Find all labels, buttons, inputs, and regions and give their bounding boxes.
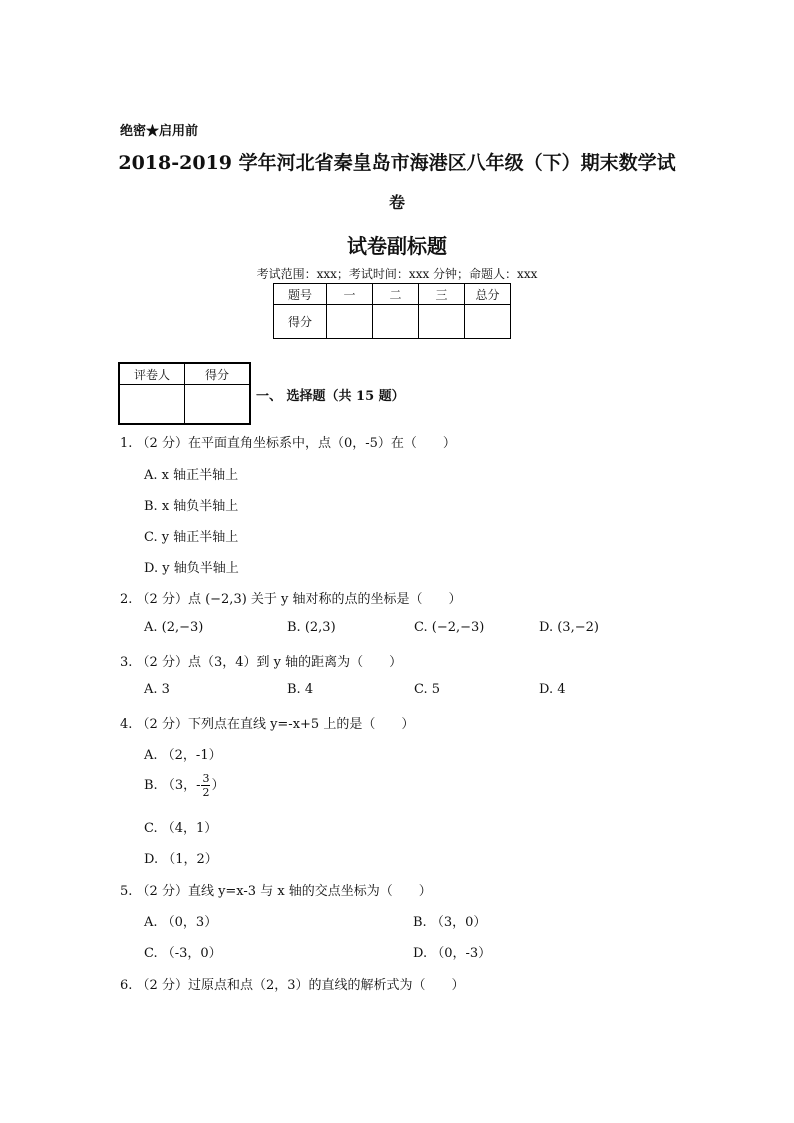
exam-title-line2: 卷 <box>388 193 405 212</box>
grader-score-cell[interactable] <box>185 385 251 425</box>
question-5: 5. （2 分）直线 y=x-3 与 x 轴的交点坐标为（ ） <box>120 884 432 899</box>
question-3: 3. （2 分）点（3，4）到 y 轴的距离为（ ） <box>120 655 403 670</box>
score-cell-total[interactable] <box>465 305 511 339</box>
section-title: 一、 选择题（共 15 题） <box>256 389 405 404</box>
grader-cell[interactable] <box>119 385 185 425</box>
score-header-1: 一 <box>327 284 373 305</box>
grader-score-header: 得分 <box>185 363 251 385</box>
q3-option-c: C. 5 <box>414 682 441 697</box>
q4-option-a: A. （2，-1） <box>144 748 222 763</box>
q5-option-b: B. （3，0） <box>413 915 487 930</box>
question-1: 1. （2 分）在平面直角坐标系中，点（0，-5）在（ ） <box>120 436 456 451</box>
question-2: 2. （2 分）点 (−2,3) 关于 y 轴对称的点的坐标是（ ） <box>120 592 462 607</box>
exam-title-line1: 2018-2019 学年河北省秦皇岛市海港区八年级（下）期末数学试 <box>118 152 676 174</box>
secret-mark: 绝密★启用前 <box>120 124 199 139</box>
score-table <box>273 283 511 339</box>
q4-option-b-suffix: ） <box>211 778 225 793</box>
score-header-2: 二 <box>373 284 419 305</box>
q1-option-d: D. y 轴负半轴上 <box>144 561 239 576</box>
score-cell-3[interactable] <box>419 305 465 339</box>
question-6: 6. （2 分）过原点和点（2，3）的直线的解析式为（ ） <box>120 978 465 993</box>
score-cell-2[interactable] <box>373 305 419 339</box>
q2-option-d: D. (3,−2) <box>539 620 599 635</box>
fraction-denominator: 2 <box>202 786 210 799</box>
score-cell-1[interactable] <box>327 305 373 339</box>
q4-option-d: D. （1，2） <box>144 852 218 867</box>
score-header-number: 题号 <box>274 284 327 305</box>
q3-option-d: D. 4 <box>539 682 566 697</box>
q2-option-c: C. (−2,−3) <box>414 620 485 635</box>
score-header-total: 总分 <box>465 284 511 305</box>
q1-option-c: C. y 轴正半轴上 <box>144 530 239 545</box>
exam-subtitle: 试卷副标题 <box>347 234 447 258</box>
q4-option-b <box>144 772 225 799</box>
score-header-3: 三 <box>419 284 465 305</box>
q1-option-b: B. x 轴负半轴上 <box>144 499 239 514</box>
question-4: 4. （2 分）下列点在直线 y=-x+5 上的是（ ） <box>120 717 415 732</box>
q1-option-a: A. x 轴正半轴上 <box>144 468 239 483</box>
q4-option-c: C. （4，1） <box>144 821 218 836</box>
fraction-numerator: 3 <box>202 772 210 785</box>
q4-option-b-prefix: B. （3，- <box>144 778 201 793</box>
grader-table <box>118 362 251 425</box>
fraction <box>201 772 210 799</box>
score-row-label: 得分 <box>274 305 327 339</box>
q3-option-a: A. 3 <box>144 682 170 697</box>
q2-option-b: B. (2,3) <box>287 620 336 635</box>
q5-option-c: C. （-3，0） <box>144 946 222 961</box>
q2-option-a: A. (2,−3) <box>144 620 204 635</box>
exam-info: 考试范围：xxx；考试时间：xxx 分钟；命题人：xxx <box>256 267 538 281</box>
q5-option-a: A. （0，3） <box>144 915 218 930</box>
q3-option-b: B. 4 <box>287 682 314 697</box>
grader-header: 评卷人 <box>119 363 185 385</box>
q5-option-d: D. （0，-3） <box>413 946 492 961</box>
